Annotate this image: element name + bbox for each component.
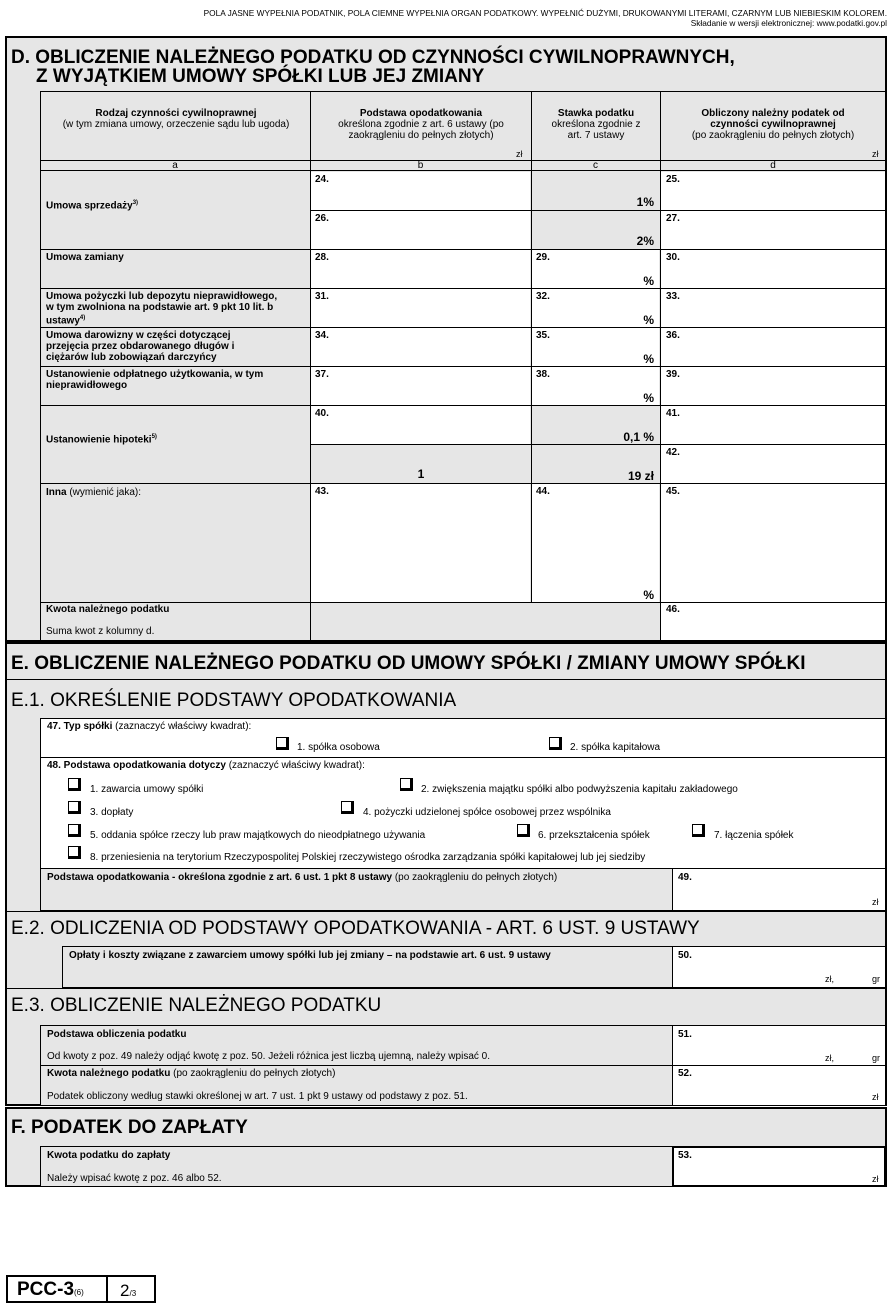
option-zwiekszenia-majatku: 2. zwiększenia majątku spółki albo podwyższenia kapitału zakładowego [421, 784, 738, 795]
col-a-sub: (w tym zmiana umowy, orzeczenie sądu lub ugoda) [62, 119, 290, 130]
field-52-sub: Podatek obliczony według stawki określonej w art. 7 ust. 1 pkt 9 ustawy od podstawy z poz. 51. [47, 1091, 468, 1102]
checkbox-przeksztalcenia[interactable] [517, 824, 530, 837]
field-25[interactable] [661, 172, 885, 210]
option-laczenia: 7. łączenia spółek [714, 830, 794, 841]
field-44[interactable] [532, 484, 659, 602]
rate-hipoteki-1: 0,1 % [623, 430, 654, 444]
checkbox-zwiekszenia-majatku[interactable] [400, 778, 413, 791]
section-e-title: E. OBLICZENIE NALEŻNEGO PODATKU OD UMOWY SPÓŁKI / ZMIANY UMOWY SPÓŁKI [11, 653, 806, 674]
row-inna-label: Inna (wymienić jaka): [46, 487, 142, 498]
field-41[interactable] [661, 406, 885, 444]
col-b-sub: określona zgodnie z art. 6 ustawy (po zaokrągleniu do pełnych złotych) [338, 119, 504, 141]
field-25-number: 25. [666, 174, 680, 185]
section-e2-title: E.2. ODLICZENIA OD PODSTAWY OPODATKOWANIA - ART. 6 UST. 9 USTAWY [11, 918, 700, 939]
rate-darowizny-pct: % [643, 352, 654, 366]
field-44-number: 44. [536, 486, 550, 497]
col-d-sub: (po zaokrągleniu do pełnych złotych) [691, 130, 855, 141]
field-29-number: 29. [536, 252, 550, 263]
field-51-label: Podstawa obliczenia podatku [47, 1029, 187, 1040]
option-zawarcia-umowy: 1. zawarcia umowy spółki [90, 784, 204, 795]
field-33[interactable] [661, 289, 885, 327]
field-50-unit-gr: gr [872, 974, 881, 984]
col-letter-d: d [770, 160, 776, 171]
field-48-label: 48. Podstawa opodatkowania dotyczy (zaznaczyć właściwy kwadrat): [47, 760, 365, 771]
field-52[interactable] [672, 1065, 886, 1106]
checkbox-przeniesienia[interactable] [68, 846, 81, 859]
field-52-number: 52. [678, 1068, 692, 1079]
header-instructions: POLA JASNE WYPEŁNIA PODATNIK, POLA CIEMNE WYPEŁNIA ORGAN PODATKOWY. WYPEŁNIĆ DUŻYMI, DRUKOWANYMI LITERAMI, CZARNYM LUB NIEBIESKIM KOLOREM. [203, 8, 887, 18]
field-40[interactable] [311, 406, 530, 444]
field-49-label: Podstawa opodatkowania - określona zgodnie z art. 6 ust. 1 pkt 8 ustawy (po zaokrągleniu do pełnych złotych) [47, 872, 558, 883]
field-30[interactable] [661, 250, 885, 288]
checkbox-spolka-kapitalowa[interactable] [549, 737, 562, 750]
field-40-number: 40. [315, 408, 329, 419]
field-41-number: 41. [666, 408, 680, 419]
col-c-head: Stawka podatku [557, 108, 635, 119]
option-spolka-osobowa: 1. spółka osobowa [297, 742, 380, 753]
section-d-title-line1: D. OBLICZENIE NALEŻNEGO PODATKU OD CZYNNOŚCI CYWILNOPRAWNYCH, [11, 47, 735, 68]
field-30-number: 30. [666, 252, 680, 263]
field-50[interactable] [672, 946, 886, 988]
section-e3-title: E.3. OBLICZENIE NALEŻNEGO PODATKU [11, 995, 382, 1016]
option-przeniesienia: 8. przeniesienia na terytorium Rzeczypospolitej Polskiej rzeczywistego ośrodka zarządzania spółki kapitałowej lub jej siedziby [90, 852, 646, 863]
field-43[interactable] [311, 484, 530, 602]
field-50-number: 50. [678, 950, 692, 961]
field-49-unit: zł [872, 897, 879, 907]
field-26[interactable] [311, 211, 530, 249]
field-28-number: 28. [315, 252, 329, 263]
col-b-unit: zł [516, 149, 523, 159]
rate-hipoteki-2: 19 zł [627, 469, 654, 483]
field-33-number: 33. [666, 291, 680, 302]
rate-inna-pct: % [643, 588, 654, 602]
rate-pozyczki-pct: % [643, 313, 654, 327]
field-47-label: 47. Typ spółki (zaznaczyć właściwy kwadrat): [47, 721, 252, 732]
field-45[interactable] [661, 484, 885, 602]
checkbox-doplaty[interactable] [68, 801, 81, 814]
field-51[interactable] [672, 1025, 886, 1066]
field-26-number: 26. [315, 213, 329, 224]
field-39[interactable] [661, 367, 885, 405]
row-hipoteki-label: Ustanowienie hipoteki$^{5)}$ [46, 434, 157, 446]
checkbox-zawarcia-umowy[interactable] [68, 778, 81, 791]
checkbox-spolka-osobowa[interactable] [276, 737, 289, 750]
section-d-title-line2: Z WYJĄTKIEM UMOWY SPÓŁKI LUB JEJ ZMIANY [36, 66, 485, 87]
field-27[interactable] [661, 211, 885, 249]
field-34[interactable] [311, 328, 530, 366]
field-49-number: 49. [678, 872, 692, 883]
field-43-number: 43. [315, 486, 329, 497]
rate-zamiany-pct: % [643, 274, 654, 288]
field-53[interactable] [672, 1146, 886, 1187]
field-24[interactable] [311, 172, 530, 210]
section-e1-title: E.1. OKREŚLENIE PODSTAWY OPODATKOWANIA [11, 690, 457, 711]
field-38-number: 38. [536, 369, 550, 380]
field-46-number: 46. [666, 604, 680, 615]
field-37[interactable] [311, 367, 530, 405]
option-doplaty: 3. dopłaty [90, 807, 134, 818]
col-letter-c: c [593, 160, 598, 171]
col-b-head: Podstawa opodatkowania [359, 108, 483, 119]
field-31[interactable] [311, 289, 530, 327]
field-32-number: 32. [536, 291, 550, 302]
field-27-number: 27. [666, 213, 680, 224]
field-42[interactable] [661, 445, 885, 483]
field-51-unit-zl: zł, [825, 1053, 834, 1063]
field-36-number: 36. [666, 330, 680, 341]
rate-sprzedaz-1: 1% [636, 195, 654, 209]
row-kwota-sub: Suma kwot z kolumny d. [46, 626, 155, 637]
row-zamiany-label: Umowa zamiany [46, 252, 124, 263]
field-36[interactable] [661, 328, 885, 366]
field-35-number: 35. [536, 330, 550, 341]
header-electronic: Składanie w wersji elektronicznej: www.podatki.gov.pl [690, 18, 887, 28]
field-53-unit: zł [872, 1174, 879, 1184]
field-46[interactable] [661, 603, 885, 640]
field-24-number: 24. [315, 174, 329, 185]
col-a-head: Rodzaj czynności cywilnoprawnej [95, 108, 257, 119]
col-d-unit: zł [872, 149, 879, 159]
field-49[interactable] [672, 868, 886, 911]
rate-uzytkowania-pct: % [643, 391, 654, 405]
field-31-number: 31. [315, 291, 329, 302]
field-53-sub: Należy wpisać kwotę z poz. 46 albo 52. [47, 1173, 222, 1184]
field-45-number: 45. [666, 486, 680, 497]
field-28[interactable] [311, 250, 530, 288]
field-42-number: 42. [666, 447, 680, 458]
row-pozyczki-label: Umowa pożyczki lub depozytu nieprawidłowego, w tym zwolniona na podstawie art. 9 pkt 10 lit. b ustawy$^{4)}$ [46, 291, 278, 327]
field-53-number: 53. [678, 1150, 692, 1161]
row-darowizny-label: Umowa darowizny w części dotyczącej przejęcia przez obdarowanego długów i ciężarów lub zobowiązań darczyńcy [46, 330, 235, 363]
row-uzytkowania-label: Ustanowienie odpłatnego użytkowania, w tym nieprawidłowego [46, 369, 264, 391]
page-number: 2/3 [120, 1281, 137, 1300]
option-przeksztalcenia: 6. przekształcenia spółek [538, 830, 650, 841]
field-51-sub: Od kwoty z poz. 49 należy odjąć kwotę z poz. 50. Jeżeli różnica jest liczbą ujemną, należy wpisać 0. [47, 1051, 490, 1062]
rate-hipoteki-base: 1 [417, 467, 425, 481]
form-id: PCC-3(6) [17, 1279, 84, 1300]
option-pozyczki: 4. pożyczki udzielonej spółce osobowej przez wspólnika [363, 807, 611, 818]
field-34-number: 34. [315, 330, 329, 341]
row-sprzedaz-label: Umowa sprzedaży$^{3)}$ [46, 200, 139, 212]
row-kwota-label: Kwota należnego podatku [46, 604, 170, 615]
field-51-number: 51. [678, 1029, 692, 1040]
field-52-unit: zł [872, 1092, 879, 1102]
field-39-number: 39. [666, 369, 680, 380]
col-letter-b: b [417, 160, 424, 171]
checkbox-oddania-spolce[interactable] [68, 824, 81, 837]
col-c-sub: określona zgodnie z art. 7 ustawy [551, 119, 641, 141]
field-53-label: Kwota podatku do zapłaty [47, 1150, 171, 1161]
option-oddania-spolce: 5. oddania spółce rzeczy lub praw majątkowych do nieodpłatnego używania [90, 830, 426, 841]
col-letter-a: a [172, 160, 178, 171]
rate-sprzedaz-2: 2% [636, 234, 654, 248]
section-f-title: F. PODATEK DO ZAPŁATY [11, 1117, 248, 1138]
field-50-label: Opłaty i koszty związane z zawarciem umowy spółki lub jej zmiany – na podstawie art. 6 ust. 9 ustawy [69, 950, 551, 961]
field-37-number: 37. [315, 369, 329, 380]
col-d-head: Obliczony należny podatek od czynności cywilnoprawnej [701, 108, 845, 130]
checkbox-pozyczki[interactable] [341, 801, 354, 814]
checkbox-laczenia[interactable] [692, 824, 705, 837]
option-spolka-kapitalowa: 2. spółka kapitałowa [570, 742, 661, 753]
field-52-label: Kwota należnego podatku (po zaokrągleniu do pełnych złotych) [47, 1068, 336, 1079]
field-51-unit-gr: gr [872, 1053, 881, 1063]
field-50-unit-zl: zł, [825, 974, 834, 984]
